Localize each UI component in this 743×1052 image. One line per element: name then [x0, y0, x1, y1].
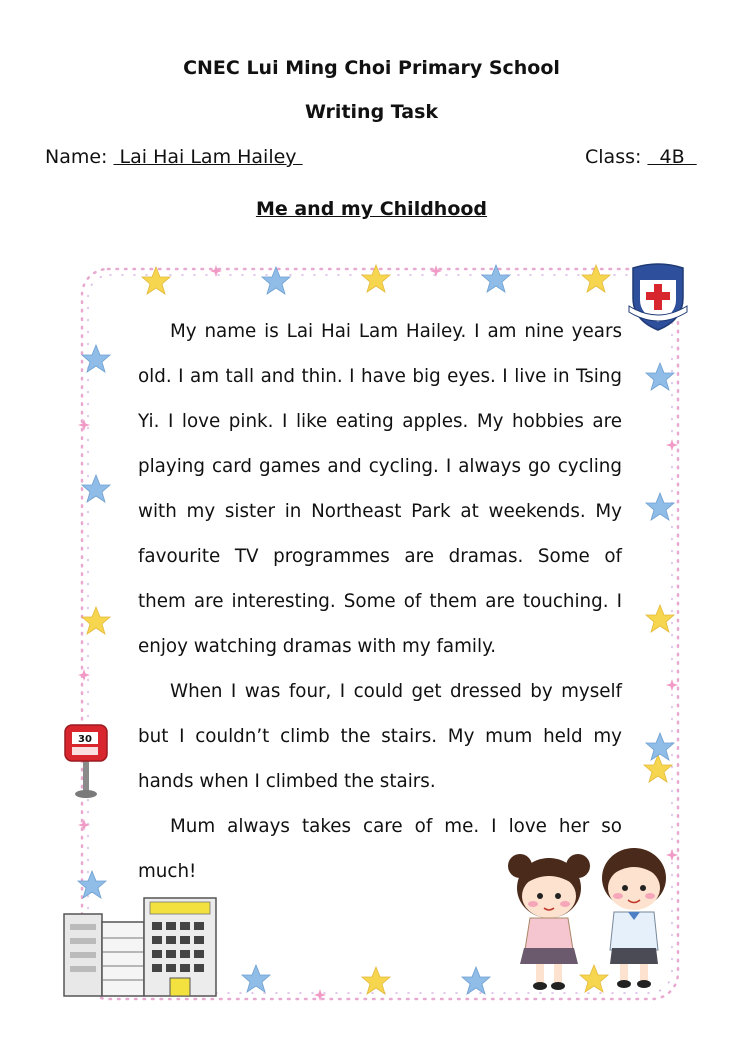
star-icon: [362, 967, 390, 994]
star-icon: [142, 267, 170, 294]
sparkle-icon: [666, 439, 678, 451]
essay-paragraph: My name is Lai Hai Lam Hailey. I am nine years old. I am tall and thin. I have big eyes. I live in Tsing Yi. I love pink. I like eating apples. My hobbies are playing card games and cycling. I always go cycling with my sister in Northeast Park at weekends. My favourite TV programmes are dramas. Some of them are interesting. Some of them are touching. I enjoy watching dramas with my family.: [138, 321, 622, 657]
essay-body: [138, 309, 622, 894]
name-line: [45, 146, 303, 168]
star-icon: [646, 733, 674, 760]
class-value: 4B: [647, 146, 697, 168]
task-title: Writing Task: [304, 101, 439, 123]
star-icon: [482, 265, 510, 292]
star-icon: [646, 605, 674, 632]
bus-number: 30: [78, 734, 92, 745]
star-icon: [262, 267, 290, 294]
school-crest-icon: [627, 262, 689, 332]
essay-paragraph: Mum always takes care of me. I love her so much!: [138, 816, 622, 882]
school-building-icon: [62, 892, 222, 1002]
sparkle-icon: [430, 265, 442, 277]
sparkle-icon: [78, 819, 90, 831]
essay-title: Me and my Childhood: [255, 198, 488, 220]
star-icon: [82, 607, 110, 634]
class-line: [585, 146, 697, 168]
star-icon: [362, 265, 390, 292]
essay-paragraph: When I was four, I could get dressed by myself but I couldn’t climb the stairs. My mum held my hands when I climbed the stairs.: [138, 681, 622, 792]
sparkle-icon: [78, 419, 90, 431]
class-label: Class:: [585, 146, 642, 168]
sparkle-icon: [666, 679, 678, 691]
star-icon: [242, 965, 270, 992]
star-icon: [646, 363, 674, 390]
bus-stop-sign-icon: [62, 722, 110, 800]
star-icon: [462, 967, 490, 994]
name-label: Name:: [45, 146, 108, 168]
star-icon: [82, 345, 110, 372]
star-icon: [82, 475, 110, 502]
sparkle-icon: [210, 265, 222, 277]
star-icon: [646, 493, 674, 520]
school-name: CNEC Lui Ming Choi Primary School: [183, 57, 560, 79]
name-value: Lai Hai Lam Hailey: [113, 146, 303, 168]
